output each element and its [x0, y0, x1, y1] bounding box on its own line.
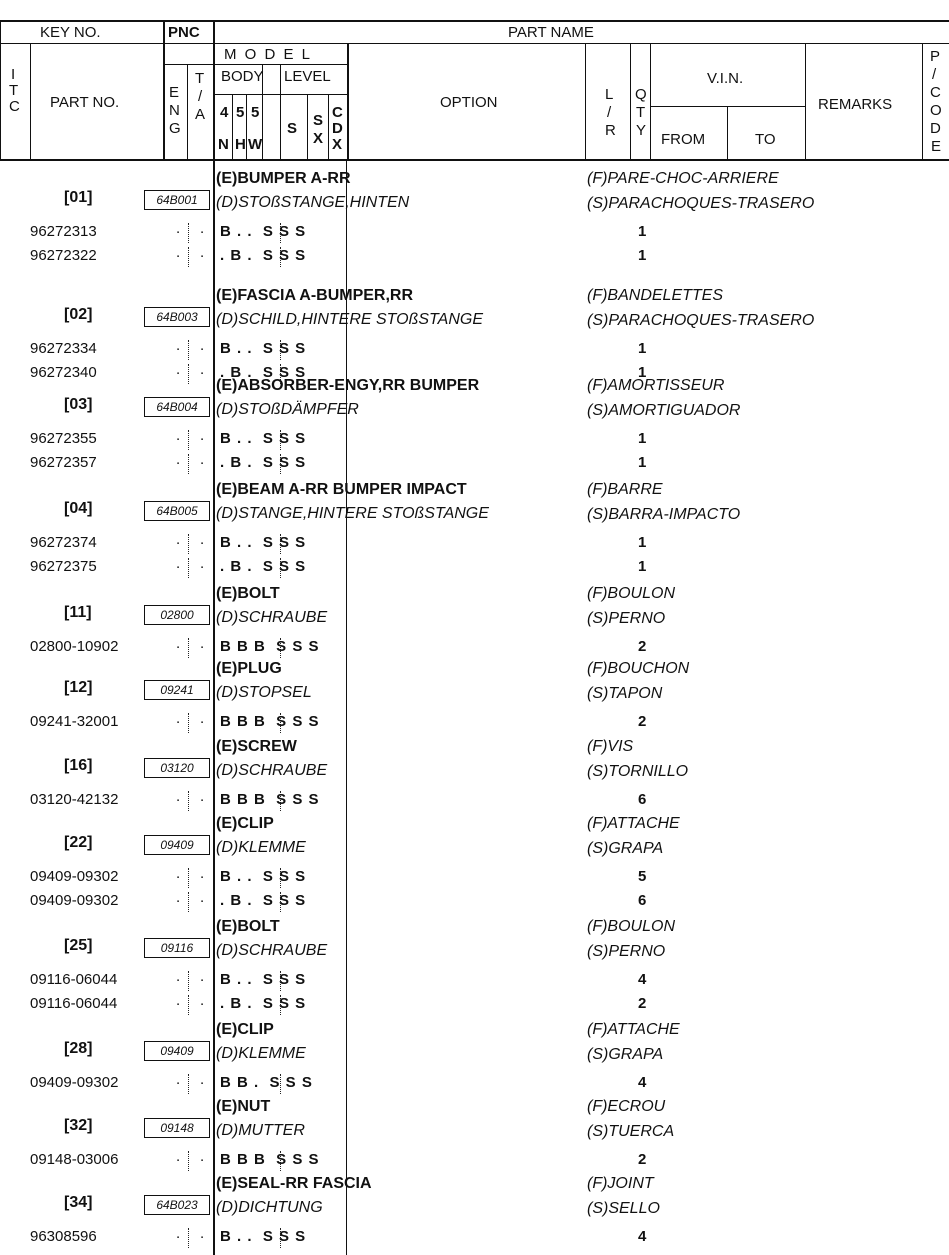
pnc-code: 03120	[144, 758, 210, 778]
part-number: 96272375	[30, 557, 97, 575]
qty-heading-1: Q	[635, 86, 647, 103]
pnc-code: 64B023	[144, 1195, 210, 1215]
eng-dot: .	[176, 991, 181, 1009]
part-name-french: (F)PARE-CHOC-ARRIERE	[587, 170, 779, 187]
model-codes: B B B S S S	[220, 638, 320, 655]
lr-heading-2: /	[607, 104, 612, 121]
eng-dot: .	[176, 635, 181, 652]
eng-dot: .	[176, 337, 181, 354]
key-number: [22]	[64, 834, 93, 851]
model-codes: B B . S S S	[220, 1074, 313, 1091]
ta-dot: .	[200, 554, 205, 572]
ta-dot: .	[200, 360, 205, 378]
level-cdx-1: C	[332, 104, 343, 121]
part-name-english: (E)ABSORBER-ENGY,RR BUMPER	[216, 377, 480, 394]
itc-heading-1: I	[11, 66, 16, 83]
eng-heading-3: G	[169, 120, 181, 137]
level-heading: LEVEL	[284, 68, 331, 85]
part-name-german: (D)DICHTUNG	[216, 1199, 323, 1216]
part-number: 96272322	[30, 246, 97, 264]
part-name-english: (E)CLIP	[216, 815, 274, 832]
eng-dot: .	[176, 968, 181, 985]
part-name-english: (E)CLIP	[216, 1021, 274, 1038]
quantity: 1	[638, 557, 647, 575]
eng-dot: .	[176, 1071, 181, 1088]
key-number: [25]	[64, 937, 93, 954]
pcode-heading-4: O	[930, 102, 942, 119]
part-name-spanish: (S)TAPON	[587, 685, 663, 702]
quantity: 4	[638, 1228, 647, 1245]
eng-dot: .	[176, 243, 181, 261]
part-number: 09148-03006	[30, 1151, 119, 1168]
ta-dot: .	[200, 337, 205, 354]
model-codes: B B B S S S	[220, 791, 320, 808]
ta-dot: .	[200, 968, 205, 985]
quantity: 5	[638, 868, 647, 885]
part-name-english: (E)NUT	[216, 1098, 271, 1115]
model-codes: B . . S S S	[220, 340, 307, 357]
dotted-divider	[188, 868, 189, 888]
part-number: 03120-42132	[30, 791, 119, 808]
eng-dot: .	[176, 788, 181, 805]
pnc-code: 09409	[144, 835, 210, 855]
model-codes: B B B S S S	[220, 713, 320, 730]
eng-heading-1: E	[169, 84, 180, 101]
part-name-spanish: (S)PARACHOQUES-TRASERO	[587, 312, 815, 329]
key-number: [28]	[64, 1040, 93, 1057]
part-name-german: (D)STANGE,HINTERE STOßSTANGE	[216, 505, 489, 522]
pnc-code: 64B001	[144, 190, 210, 210]
part-name-spanish: (S)GRAPA	[587, 1046, 664, 1063]
part-name-spanish: (S)AMORTIGUADOR	[587, 402, 741, 419]
key-number: [34]	[64, 1194, 93, 1211]
qty-heading-3: Y	[636, 122, 647, 139]
part-name-spanish: (S)TORNILLO	[587, 763, 689, 780]
quantity: 4	[638, 971, 647, 988]
key-no-heading: KEY NO.	[40, 24, 101, 41]
dotted-divider	[188, 454, 189, 474]
part-name-english: (E)SCREW	[216, 738, 297, 755]
quantity: 1	[638, 223, 647, 240]
model-codes: B . . S S S	[220, 534, 307, 551]
ta-dot: .	[200, 531, 205, 548]
dotted-divider	[188, 558, 189, 578]
part-number: 09409-09302	[30, 891, 119, 909]
part-number: 96272374	[30, 534, 97, 551]
part-name-english: (E)SEAL-RR FASCIA	[216, 1175, 372, 1192]
part-name-english: (E)BEAM A-RR BUMPER IMPACT	[216, 481, 467, 498]
quantity: 2	[638, 994, 647, 1012]
model-codes: . B . S S S	[220, 891, 307, 909]
level-cdx-2: D	[332, 120, 343, 137]
eng-heading-2: N	[169, 102, 180, 119]
ta-dot: .	[200, 450, 205, 468]
body-5w-top: 5	[251, 104, 260, 121]
eng-dot: .	[176, 865, 181, 882]
quantity: 2	[638, 713, 647, 730]
dotted-divider	[188, 223, 189, 243]
lr-heading-1: L	[605, 86, 614, 103]
part-name-heading: PART NAME	[508, 24, 594, 41]
pnc-code: 09148	[144, 1118, 210, 1138]
vin-heading: V.I.N.	[707, 70, 744, 87]
eng-dot: .	[176, 531, 181, 548]
option-heading: OPTION	[440, 94, 498, 111]
part-name-spanish: (S)BARRA-IMPACTO	[587, 506, 741, 523]
part-name-french: (F)VIS	[587, 738, 634, 755]
part-number: 96272313	[30, 223, 97, 240]
part-number: 09241-32001	[30, 713, 119, 730]
part-name-french: (F)BOULON	[587, 918, 675, 935]
part-name-english: (E)BOLT	[216, 918, 280, 935]
pnc-code: 02800	[144, 605, 210, 625]
key-number: [12]	[64, 679, 93, 696]
part-name-french: (F)BOULON	[587, 585, 675, 602]
body-4n-bottom: N	[218, 136, 229, 153]
part-number: 96272334	[30, 340, 97, 357]
key-number: [16]	[64, 757, 93, 774]
part-name-french: (F)AMORTISSEUR	[587, 377, 725, 394]
eng-dot: .	[176, 450, 181, 468]
ta-dot: .	[200, 865, 205, 882]
part-name-spanish: (S)TUERCA	[587, 1123, 675, 1140]
part-name-german: (D)SCHRAUBE	[216, 942, 328, 959]
key-number: [02]	[64, 306, 93, 323]
key-number: [04]	[64, 500, 93, 517]
pcode-heading-6: E	[931, 138, 942, 155]
model-codes: . B . S S S	[220, 557, 307, 575]
pcode-heading-5: D	[930, 120, 941, 137]
remarks-heading: REMARKS	[818, 96, 893, 113]
eng-dot: .	[176, 1148, 181, 1165]
pnc-code: 64B003	[144, 307, 210, 327]
eng-dot: .	[176, 710, 181, 727]
dotted-divider	[188, 995, 189, 1015]
part-name-french: (F)ATTACHE	[587, 1021, 680, 1038]
model-codes: . B . S S S	[220, 363, 307, 381]
pnc-code: 09241	[144, 680, 210, 700]
body-5h-bottom: H	[235, 136, 246, 153]
part-name-french: (F)JOINT	[587, 1175, 654, 1192]
itc-heading-2: T	[9, 82, 19, 99]
part-no-heading: PART NO.	[50, 94, 120, 111]
pnc-code: 64B004	[144, 397, 210, 417]
part-number: 96272340	[30, 363, 97, 381]
part-name-spanish: (S)GRAPA	[587, 840, 664, 857]
level-sx-bottom: X	[313, 130, 324, 147]
pcode-heading-2: /	[932, 66, 937, 83]
part-name-french: (F)ECROU	[587, 1098, 666, 1115]
quantity: 1	[638, 246, 647, 264]
itc-heading-3: C	[9, 98, 20, 115]
ta-dot: .	[200, 991, 205, 1009]
pcode-heading-3: C	[930, 84, 941, 101]
key-number: [03]	[64, 396, 93, 413]
eng-dot: .	[176, 360, 181, 378]
part-number: 96272357	[30, 453, 97, 471]
ta-dot: .	[200, 220, 205, 237]
quantity: 6	[638, 891, 647, 909]
quantity: 1	[638, 534, 647, 551]
ta-dot: .	[200, 1148, 205, 1165]
eng-dot: .	[176, 888, 181, 906]
model-codes: B B B S S S	[220, 1151, 320, 1168]
part-name-english: (E)PLUG	[216, 660, 282, 677]
pnc-code: 64B005	[144, 501, 210, 521]
quantity: 1	[638, 453, 647, 471]
part-number: 02800-10902	[30, 638, 119, 655]
part-name-spanish: (S)SELLO	[587, 1200, 660, 1217]
part-number: 96308596	[30, 1228, 97, 1245]
part-name-english: (E)BUMPER A-RR	[216, 170, 351, 187]
part-name-german: (D)STOßDÄMPFER	[216, 401, 359, 418]
ta-dot: .	[200, 1071, 205, 1088]
part-name-spanish: (S)PERNO	[587, 610, 666, 627]
part-name-french: (F)ATTACHE	[587, 815, 680, 832]
ta-dot: .	[200, 243, 205, 261]
key-number: [11]	[64, 604, 92, 621]
part-number: 96272355	[30, 430, 97, 447]
dotted-divider	[188, 638, 189, 658]
ta-dot: .	[200, 1225, 205, 1242]
level-cdx-3: X	[332, 136, 343, 153]
part-name-german: (D)KLEMME	[216, 1045, 306, 1062]
eng-dot: .	[176, 427, 181, 444]
dotted-divider	[188, 1074, 189, 1094]
eng-dot: .	[176, 220, 181, 237]
ta-dot: .	[200, 788, 205, 805]
part-name-german: (D)SCHRAUBE	[216, 609, 328, 626]
model-codes: B . . S S S	[220, 868, 307, 885]
part-number: 09116-06044	[30, 971, 118, 988]
eng-dot: .	[176, 554, 181, 572]
level-s: S	[287, 120, 298, 137]
quantity: 2	[638, 638, 647, 655]
dotted-divider	[188, 430, 189, 450]
dotted-divider	[188, 247, 189, 267]
part-name-german: (D)STOPSEL	[216, 684, 312, 701]
part-number: 09409-09302	[30, 1074, 119, 1091]
part-name-spanish: (S)PERNO	[587, 943, 666, 960]
dotted-divider	[188, 713, 189, 733]
part-name-german: (D)STOßSTANGE,HINTEN	[216, 194, 410, 211]
part-name-german: (D)KLEMME	[216, 839, 306, 856]
model-codes: B . . S S S	[220, 1228, 307, 1245]
part-number: 09116-06044	[30, 994, 118, 1012]
dotted-divider	[188, 1151, 189, 1171]
key-number: [32]	[64, 1117, 93, 1134]
part-name-english: (E)BOLT	[216, 585, 280, 602]
quantity: 1	[638, 363, 647, 381]
part-number: 09409-09302	[30, 868, 119, 885]
dotted-divider	[188, 364, 189, 384]
lr-heading-3: R	[605, 122, 616, 139]
dotted-divider	[188, 1228, 189, 1248]
level-sx-top: S	[313, 112, 324, 129]
body-5h-top: 5	[236, 104, 245, 121]
ta-dot: .	[200, 888, 205, 906]
dotted-divider	[188, 340, 189, 360]
body-4n-top: 4	[220, 104, 229, 121]
quantity: 2	[638, 1151, 647, 1168]
part-name-french: (F)BOUCHON	[587, 660, 690, 677]
model-codes: B . . S S S	[220, 223, 307, 240]
ta-heading-1: T	[195, 70, 205, 87]
dotted-divider	[188, 892, 189, 912]
body-heading: BODY	[221, 68, 264, 85]
quantity: 1	[638, 340, 647, 357]
model-codes: B . . S S S	[220, 971, 307, 988]
ta-dot: .	[200, 427, 205, 444]
eng-dot: .	[176, 1225, 181, 1242]
part-name-spanish: (S)PARACHOQUES-TRASERO	[587, 195, 815, 212]
dotted-divider	[188, 971, 189, 991]
dotted-divider	[188, 791, 189, 811]
pnc-code: 09409	[144, 1041, 210, 1061]
ta-heading-3: A	[195, 106, 206, 123]
model-codes: . B . S S S	[220, 994, 307, 1012]
part-name-german: (D)MUTTER	[216, 1122, 305, 1139]
pcode-heading-1: P	[930, 48, 941, 65]
part-name-english: (E)FASCIA A-BUMPER,RR	[216, 287, 414, 304]
quantity: 4	[638, 1074, 647, 1091]
body-5w-bottom: W	[248, 136, 263, 153]
model-codes: . B . S S S	[220, 246, 307, 264]
quantity: 6	[638, 791, 647, 808]
part-name-french: (F)BARRE	[587, 481, 663, 498]
quantity: 1	[638, 430, 647, 447]
dotted-divider	[188, 534, 189, 554]
part-name-french: (F)BANDELETTES	[587, 287, 724, 304]
vin-from-heading: FROM	[661, 131, 706, 148]
pnc-heading: PNC	[168, 24, 200, 41]
model-codes: B . . S S S	[220, 430, 307, 447]
model-codes: . B . S S S	[220, 453, 307, 471]
qty-heading-2: T	[636, 104, 646, 121]
vin-to-heading: TO	[755, 131, 776, 148]
ta-heading-2: /	[198, 88, 203, 105]
key-number: [01]	[64, 189, 93, 206]
ta-dot: .	[200, 635, 205, 652]
pnc-code: 09116	[144, 938, 210, 958]
model-heading: M O D E L	[224, 46, 313, 63]
part-name-german: (D)SCHRAUBE	[216, 762, 328, 779]
part-name-german: (D)SCHILD,HINTERE STOßSTANGE	[216, 311, 483, 328]
ta-dot: .	[200, 710, 205, 727]
